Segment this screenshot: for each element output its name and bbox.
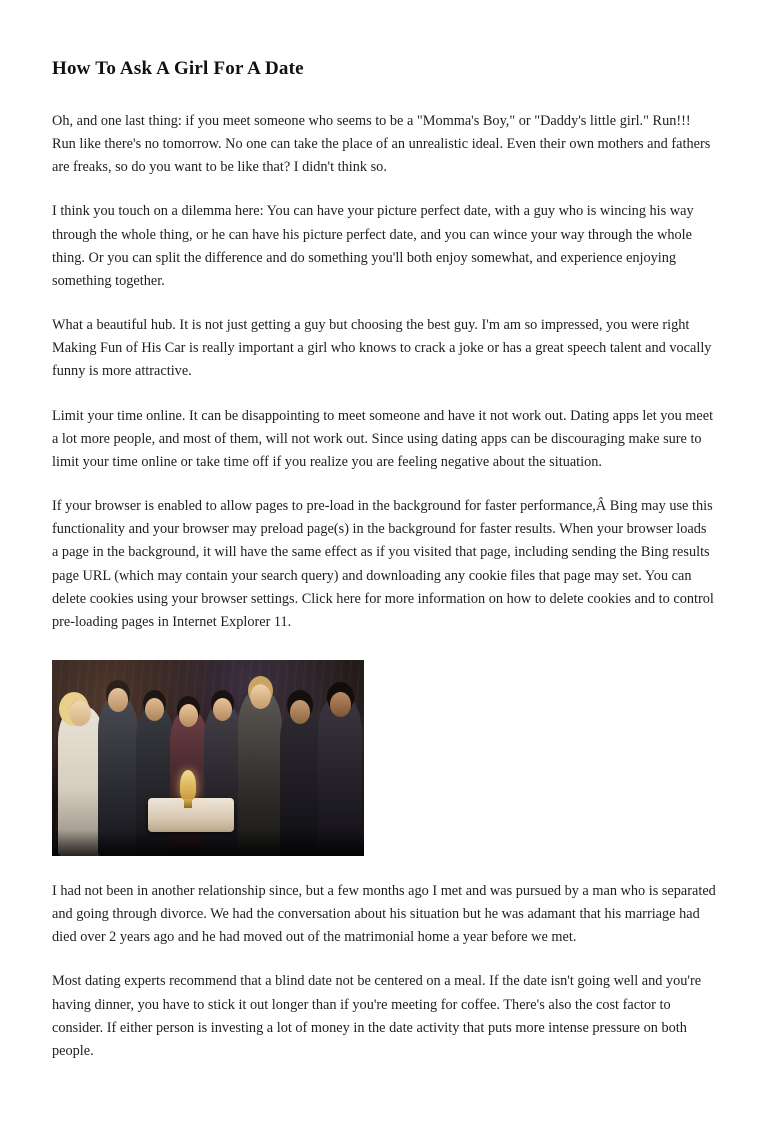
photo-floor-shadow [52, 830, 364, 856]
photo-figure-3-head [145, 698, 164, 721]
photo-trophy [180, 770, 196, 800]
paragraph-7: Most dating experts recommend that a blind date not be centered on a meal. If the date isn't going well and you're having dinner, you have to stick it out longer than if you're meeting for coffee. There's also the cost factor to consider. If either person is investing a lot of money in the date activity that puts more intense pressure on both people. [52, 973, 702, 1059]
paragraph-2: I think you touch on a dilemma here: You can have your picture perfect date, with a guy who is wincing his way through the whole thing, or he can have his picture perfect date, and you can wince your way through the whole thing. Or you can split the difference and do something you'll both enjoy somewhat, and experience enjoying something together. [52, 203, 694, 289]
party-group-photo [52, 660, 364, 856]
paragraph-5: If your browser is enabled to allow pages to pre-load in the background for faster performance,Â Bing may use this functionality and your browser may preload page(s) in the background for faster results. When your browser loads a page in the background, it will have the same effect as if you visited that page, including sending the Bing results page URL (which may contain your search query) and downloading any cookie files that page may set. You can delete cookies using your browser settings. Click here for more information on how to delete cookies and to control pre-loading pages in Internet Explorer 11. [52, 498, 714, 630]
photo-figure-8-head [330, 692, 351, 717]
photo-figure-6-head [250, 684, 271, 709]
photo-figure-4-head [179, 704, 198, 727]
page-title: How To Ask A Girl For A Date [52, 58, 304, 79]
photo-figure-5-head [213, 698, 232, 721]
photo-figure-7-head [290, 700, 310, 724]
paragraph-4: Limit your time online. It can be disappointing to meet someone and have it not work out. Dating apps let you meet a lot more people, and most of them, will not work out. Since using dating apps can be discouraging make sure to limit your time online or take time off if you realize you are feeling negative about the situation. [52, 407, 714, 470]
photo-figure-1-head [69, 700, 91, 726]
article-figure [52, 660, 716, 856]
paragraph-3: What a beautiful hub. It is not just getting a guy but choosing the best guy. I'm am so impressed, you were right Making Fun of His Car is really important a girl who knows to crack a joke or has a great speech talent and vocally funny is more attractive. [52, 317, 712, 380]
paragraph-6: I had not been in another relationship since, but a few months ago I met and was pursued by a man who is separated and going through divorce. We had the conversation about his situation but he was adamant that his marriage had died over 2 years ago and he had moved out of the matrimonial home a year before we met. [52, 882, 716, 946]
photo-figure-2-head [108, 688, 128, 712]
paragraph-1: Oh, and one last thing: if you meet someone who seems to be a "Momma's Boy," or "Daddy's little girl." Run!!! Run like there's no tomorrow. No one can take the place of an unrealistic ideal. Even their own mothers and fathers are freaks, so do you want to be like that? I didn't think so. [52, 113, 711, 176]
document-body [52, 110, 716, 1063]
